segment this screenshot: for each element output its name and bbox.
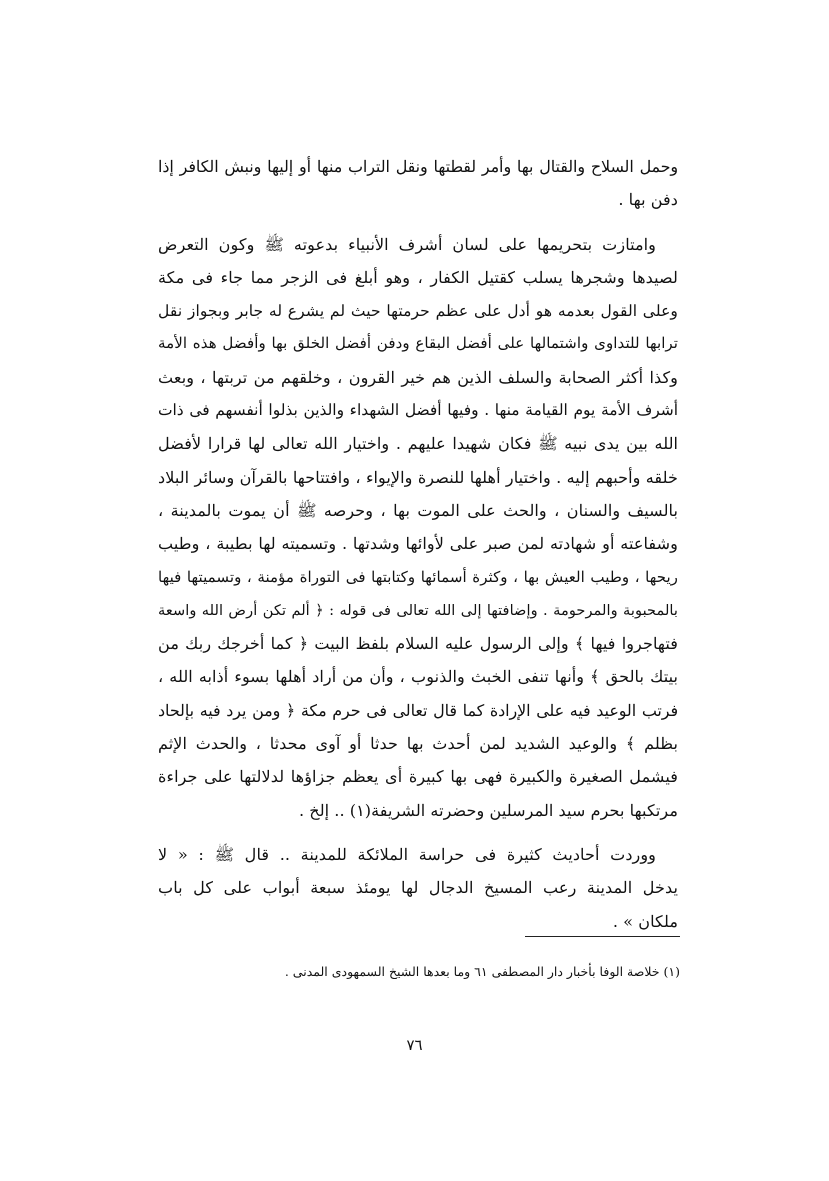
main-text: [158, 150, 678, 938]
text-line: بالسيف والسنان ، والحث على الموت بها ، وحرصه ﷺ أن يموت بالمدينة ،: [158, 500, 678, 520]
text-line: يدخل المدينة رعب المسيخ الدجال لها يومئذ سبعة أبواب على كل باب: [158, 878, 678, 898]
text-line: الله بين يدى نبيه ﷺ فكان شهيدا عليهم . واختيار الله تعالى لها قرارا لأفضل: [158, 434, 678, 454]
text-line: بيتك بالحق ﴾ وأنها تنفى الخبث والذنوب ، وأن من أراد أهلها بسوء أذابه الله ،: [158, 667, 678, 687]
text-line: وكذا أكثر الصحابة والسلف الذين هم خير القرون ، وخلقهم من تربتها ، وبعث: [158, 367, 678, 387]
text-line: بظلم ﴾ والوعيد الشديد لمن أحدث بها حدثا أو آوى محدثا ، والحدث الإثم: [158, 734, 678, 754]
text-line: وحمل السلاح والقتال بها وأمر لقطتها ونقل التراب منها أو إليها ونبش الكافر إذا: [158, 157, 678, 176]
text-line: فيشمل الصغيرة والكبيرة فهى بها كبيرة أى يعظم جزاؤها لدلالتها على جراءة: [158, 767, 678, 787]
text-line: وشفاعته أو شهادته لمن صبر على لأوائها وشدتها . وتسميته لها بطيبة ، وطيب: [158, 534, 678, 554]
text-line: خلقه وأحبهم إليه . واختيار أهلها للنصرة والإيواء ، وافتتاحها بالقرآن وسائر البلاد: [158, 467, 678, 487]
text-line: فرتب الوعيد فيه على الإرادة كما قال تعالى فى حرم مكة ﴿ ومن يرد فيه بإلحاد: [158, 700, 678, 720]
text-line: فتهاجروا فيها ﴾ وإلى الرسول عليه السلام بلفظ البيت ﴿ كما أخرجك ربك من: [158, 634, 678, 654]
paragraph-3: [158, 838, 678, 938]
text-line: بالمحبوبة والمرحومة . وإضافتها إلى الله تعالى فى قوله : ﴿ ألم تكن أرض الله واسعة: [158, 601, 678, 619]
paragraph-2: [158, 228, 678, 827]
text-line: ترابها للتداوى واشتمالها على أفضل البقاع ودفن أفضل الخلق بها وأفضل هذه الأمة: [158, 334, 678, 353]
text-line: ملكان » .: [612, 911, 678, 931]
text-line: وعلى القول بعدمه هو أدل على عظم حرمتها حيث لم يشرع له جابر وبجواز نقل: [158, 301, 678, 321]
text-line: ريحها ، وطيب العيش بها ، وكثرة أسمائها وكتابتها فى التوراة مؤمنة ، وتسميتها فيها: [158, 567, 678, 586]
text-line: ووردت أحاديث كثيرة فى حراسة الملائكة للمدينة .. قال ﷺ : « لا: [158, 844, 656, 864]
text-line: أشرف الأمة يوم القيامة منها . وفيها أفضل الشهداء والذين بذلوا أنفسهم فى ذات: [158, 401, 678, 420]
footnote-divider: [525, 936, 680, 937]
page-number: ٧٦: [406, 1036, 423, 1054]
text-line: لصيدها وشجرها يسلب كقتيل الكفار ، وهو أبلغ فى الزجر مما جاء فى مكة: [158, 267, 678, 287]
text-line: دفن بها .: [618, 190, 678, 210]
footnote: (١) خلاصة الوفا بأخبار دار المصطفى ٦١ وما بعدها الشيخ السمهودى المدنى .: [284, 964, 680, 979]
text-line: مرتكبها بحرم سيد المرسلين وحضرته الشريفة(١) .. إلخ .: [298, 800, 678, 820]
paragraph-1: [158, 150, 678, 217]
text-line: وامتازت بتحريمها على لسان أشرف الأنبياء بدعوته ﷺ وكون التعرض: [158, 234, 656, 254]
